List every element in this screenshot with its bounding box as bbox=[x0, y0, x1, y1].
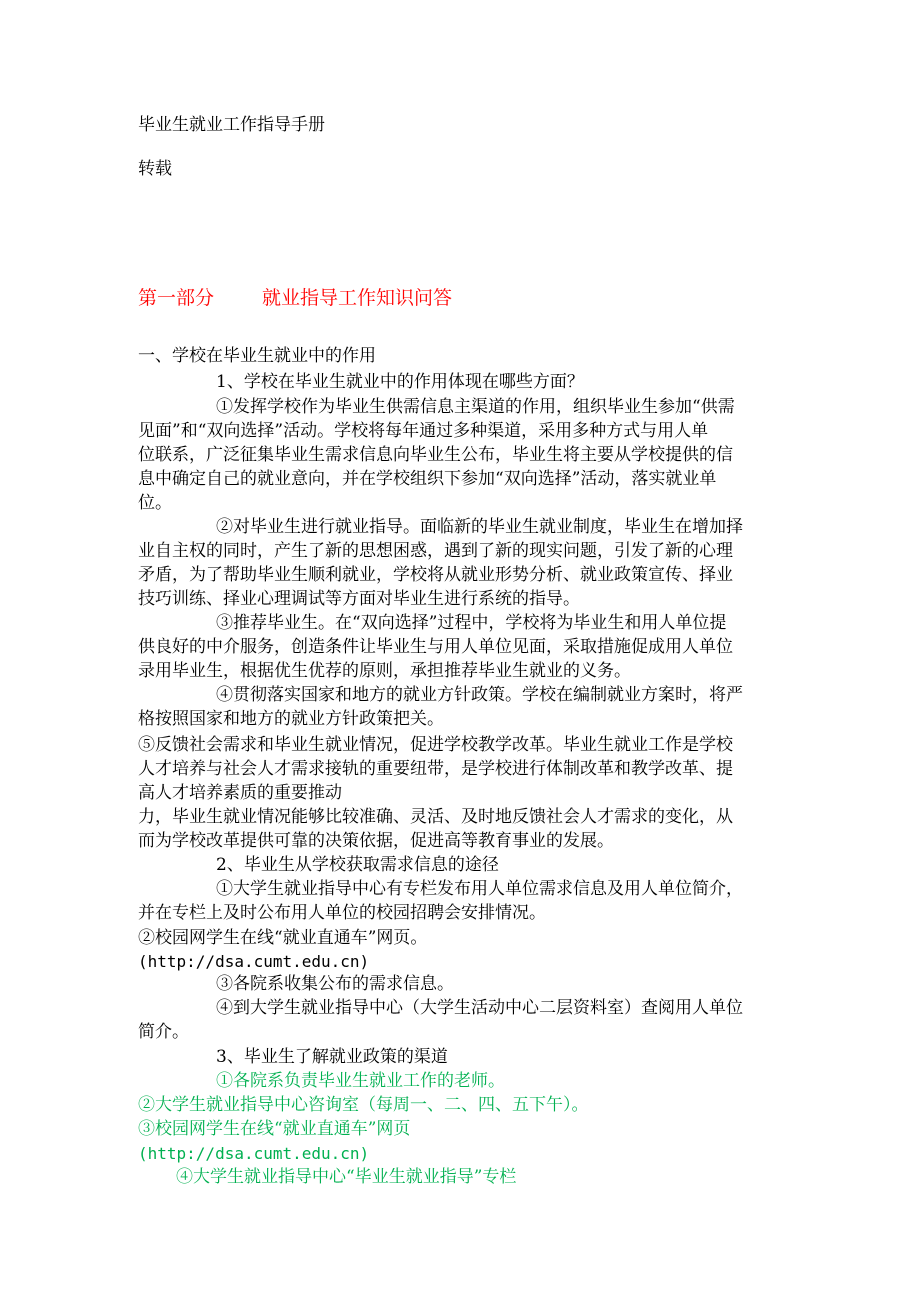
paragraph-line: 人才培养与社会人才需求接轨的重要纽带，是学校进行体制改革和教学改革、提 bbox=[138, 759, 733, 779]
document-title: 毕业生就业工作指导手册 bbox=[138, 115, 325, 135]
paragraph-line: ①发挥学校作为毕业生供需信息主渠道的作用，组织毕业生参加“供需 bbox=[216, 397, 735, 417]
question-3: 3、毕业生了解就业政策的渠道 bbox=[216, 1047, 448, 1067]
list-item: 简介。 bbox=[138, 1022, 189, 1042]
list-item: ②校园网学生在线“就业直通车”网页。 bbox=[138, 928, 428, 948]
paragraph-line: ②对毕业生进行就业指导。面临新的毕业生就业制度，毕业生在增加择 bbox=[216, 517, 743, 537]
document-subtitle: 转载 bbox=[138, 159, 172, 179]
paragraph-line: ⑤反馈社会需求和毕业生就业情况，促进学校教学改革。毕业生就业工作是学校 bbox=[138, 735, 733, 755]
paragraph-line: 力，毕业生就业情况能够比较准确、灵活、及时地反馈社会人才需求的变化，从 bbox=[138, 807, 733, 827]
paragraph-line: 业自主权的同时，产生了新的思想困惑，遇到了新的现实问题，引发了新的心理 bbox=[138, 541, 733, 561]
question-1: 1、学校在毕业生就业中的作用体现在哪些方面？ bbox=[216, 372, 584, 392]
question-2: 2、毕业生从学校获取需求信息的途径 bbox=[216, 855, 499, 875]
url-text: (http://dsa.cumt.edu.cn) bbox=[138, 952, 370, 971]
highlighted-item: ③校园网学生在线“就业直通车”网页 bbox=[138, 1119, 411, 1139]
section-heading: 一、学校在毕业生就业中的作用 bbox=[138, 346, 376, 366]
paragraph-line: ④贯彻落实国家和地方的就业方针政策。学校在编制就业方案时，将严 bbox=[216, 685, 743, 705]
paragraph-line: 位联系，广泛征集毕业生需求信息向毕业生公布，毕业生将主要从学校提供的信 bbox=[138, 445, 733, 465]
paragraph-line: 录用毕业生，根据优生优荐的原则，承担推荐毕业生就业的义务。 bbox=[138, 661, 631, 681]
paragraph-line: 息中确定自己的就业意向，并在学校组织下参加“双向选择”活动，落实就业单 bbox=[138, 469, 717, 489]
highlighted-item: ②大学生就业指导中心咨询室（每周一、二、四、五下午）。 bbox=[138, 1095, 589, 1115]
highlighted-url: (http://dsa.cumt.edu.cn) bbox=[138, 1144, 370, 1163]
paragraph-line: ③推荐毕业生。在“双向选择”过程中，学校将为毕业生和用人单位提 bbox=[216, 613, 727, 633]
paragraph-line: 位。 bbox=[138, 493, 172, 513]
paragraph-line: 高人才培养素质的重要推动 bbox=[138, 783, 342, 803]
list-item: 并在专栏上及时公布用人单位的校园招聘会安排情况。 bbox=[138, 903, 546, 923]
paragraph-line: 而为学校改革提供可靠的决策依据，促进高等教育事业的发展。 bbox=[138, 831, 614, 851]
part-title: 就业指导工作知识问答 bbox=[262, 287, 453, 309]
part-label: 第一部分 bbox=[138, 287, 215, 309]
paragraph-line: 供良好的中介服务，创造条件让毕业生与用人单位见面，采取措施促成用人单位 bbox=[138, 637, 733, 657]
paragraph-line: 格按照国家和地方的就业方针政策把关。 bbox=[138, 709, 444, 729]
list-item: ④到大学生就业指导中心（大学生活动中心二层资料室）查阅用人单位 bbox=[216, 998, 743, 1018]
paragraph-line: 矛盾，为了帮助毕业生顺利就业，学校将从就业形势分析、就业政策宣传、择业 bbox=[138, 565, 733, 585]
highlighted-item: ④大学生就业指导中心“毕业生就业指导”专栏 bbox=[176, 1167, 517, 1187]
paragraph-line: 技巧训练、择业心理调试等方面对毕业生进行系统的指导。 bbox=[138, 589, 580, 609]
list-item: ①大学生就业指导中心有专栏发布用人单位需求信息及用人单位简介， bbox=[216, 879, 743, 899]
paragraph-line: 见面”和“双向选择”活动。学校将每年通过多种渠道，采用多种方式与用人单 bbox=[138, 421, 709, 441]
part-heading bbox=[138, 286, 452, 310]
list-item: ③各院系收集公布的需求信息。 bbox=[216, 974, 454, 994]
highlighted-item: ①各院系负责毕业生就业工作的老师。 bbox=[216, 1071, 505, 1091]
